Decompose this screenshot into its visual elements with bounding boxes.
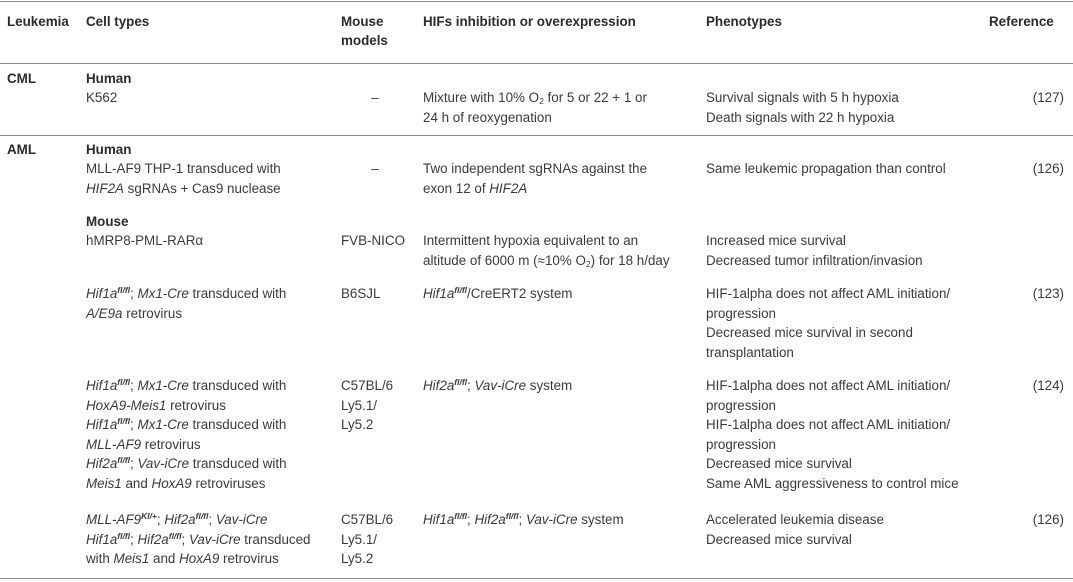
row3-hif: $Hif2a^{fl/fl}$; Vav-iCre system — [423, 377, 573, 393]
cml-hif-line1: Mixture with 10% $O_2$ for 5 or 22 + 1 or — [423, 90, 647, 106]
row2-phenotypes: HIF-1alpha does not affect AML initiation/ progression Decreased mice survival in second transplantation — [706, 286, 951, 360]
row1-phenotypes: Increased mice survival Decreased tumor infiltration/invasion — [706, 233, 923, 268]
header-cell-types: Cell types — [86, 14, 150, 29]
row2-mouse: B6SJL — [341, 286, 381, 301]
row4-hif: $Hif1a^{fl/fl}$; $Hif2a^{fl/fl}$; Vav-iCre system — [423, 511, 624, 527]
aml-human-cell: MLL-AF9 THP-1 transduced with HIF2A sgRNAs + Cas9 nuclease — [86, 161, 281, 196]
header-mouse-models — [341, 12, 388, 50]
aml-mouse-label: Mouse — [86, 214, 129, 229]
row4-mouse: C57BL/6 Ly5.1/ Ly5.2 — [341, 512, 394, 566]
cml-cell: K562 — [86, 90, 118, 105]
row3-reference: (124) — [1032, 378, 1064, 393]
top-rule — [0, 1, 1073, 2]
row4-cell: MLL-$AF9^{KI/+}$; $Hif2a^{fl/fl}$; Vav-iCre $Hif1a^{fl/fl}$; $Hif2a^{fl/fl}$; Vav-iCre transduced with Meis1 and HoxA9 retrovirus — [86, 511, 311, 566]
header-hifs: HIFs inhibition or overexpression — [423, 14, 636, 29]
aml-human-label: Human — [86, 142, 132, 157]
row2-reference: (123) — [1032, 286, 1064, 301]
row1-hif: Intermittent hypoxia equivalent to an altitude of 6000 m (≈10% $O_2$) for 18 h/day — [423, 233, 670, 269]
aml-human-hif: Two independent sgRNAs against the exon 12 of HIF2A — [423, 161, 648, 196]
row1-cell: hMRP8-PML-RARα — [86, 233, 204, 248]
aml-human-reference: (126) — [1032, 161, 1064, 176]
cml-mouse: – — [371, 90, 379, 105]
row1-mouse: FVB-NICO — [341, 233, 405, 248]
row3-mouse: C57BL/6 Ly5.1/ Ly5.2 — [341, 378, 394, 432]
header-phenotypes: Phenotypes — [706, 14, 782, 29]
aml-label: AML — [7, 142, 37, 157]
cml-hif-line2: 24 h of reoxygenation — [423, 109, 552, 125]
cml-hif — [423, 88, 647, 127]
aml-human-mouse: – — [371, 161, 379, 176]
header-mouse-line2: models — [341, 33, 388, 48]
row4-phenotypes: Accelerated leukemia disease Decreased mice survival — [706, 512, 884, 547]
row3-cell: $Hif1a^{fl/fl}$; Mx1-Cre transduced with HoxA9-Meis1 retrovirus $Hif1a^{fl/fl}$; Mx1-Cre transduced with MLL-AF9 retrovirus $Hif2a^{fl/fl}$; Vav-iCre transduced with Meis1 and HoxA9 retroviruses — [86, 377, 287, 491]
cml-rule — [0, 135, 1073, 136]
header-mouse-line1: Mouse — [341, 14, 384, 29]
row2-hif: $Hif1a^{fl/fl}/CreERT2$ system — [423, 285, 573, 301]
row3-phenotypes: HIF-1alpha does not affect AML initiation/ progression HIF-1alpha does not affect AML initiation/ progression Decreased mice survival Same AML aggressiveness to control mice — [706, 378, 959, 491]
cml-reference: (127) — [1032, 90, 1064, 105]
aml-human-phenotypes: Same leukemic propagation than control — [706, 161, 946, 176]
cml-label: CML — [7, 71, 37, 86]
cml-phenotypes: Survival signals with 5 h hypoxia Death signals with 22 h hypoxia — [706, 90, 899, 125]
header-reference: Reference — [989, 14, 1054, 29]
row2-cell: $Hif1a^{fl/fl}$; Mx1-Cre transduced with A/E9a retrovirus — [86, 285, 287, 321]
header-leukemia: Leukemia — [7, 14, 69, 29]
bottom-rule — [0, 578, 1073, 579]
row4-reference: (126) — [1032, 512, 1064, 527]
header-rule — [0, 63, 1073, 64]
cml-human-label: Human — [86, 71, 132, 86]
